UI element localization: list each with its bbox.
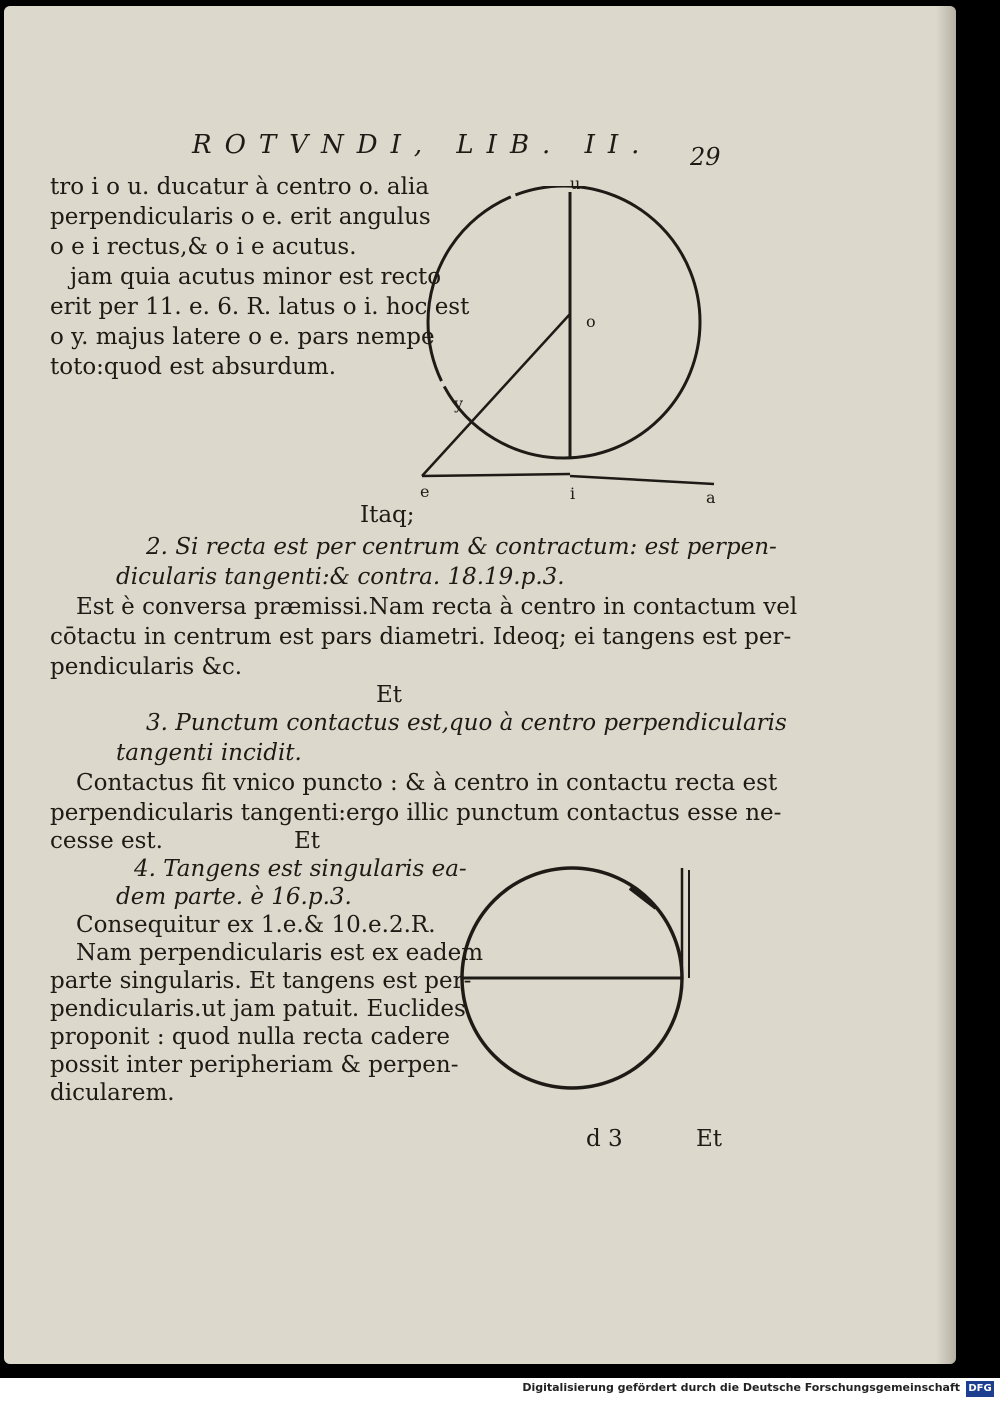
geometry-figure-2 xyxy=(460,862,710,1102)
label-i: i xyxy=(570,484,576,503)
label-y: y xyxy=(454,394,464,413)
proposition-3: tangenti incidit. xyxy=(116,740,302,766)
text-line: dicularem. xyxy=(50,1080,175,1106)
proposition-3: 3. Punctum contactus est,quo à centro perpendicularis xyxy=(146,710,787,736)
text-line: Est è conversa præmissi.Nam recta à centro in contactum vel xyxy=(76,594,798,620)
text-line: erit per 11. e. 6. R. latus o i. hoc est xyxy=(50,294,470,320)
text-line: perpendicularis tangenti:ergo illic punctum contactus esse ne- xyxy=(50,800,782,826)
text-line: parte singularis. Et tangens est per- xyxy=(50,968,472,994)
proposition-4: dem parte. è 16.p.3. xyxy=(116,884,352,910)
dfg-logo: DFG xyxy=(966,1381,994,1397)
text-line: o e i rectus,& o i e acutus. xyxy=(50,234,357,260)
catchword: Et xyxy=(696,1126,723,1152)
line-e-i xyxy=(422,474,570,476)
line-o-e xyxy=(422,314,570,476)
label-o: o xyxy=(586,312,596,331)
proposition-2: dicularis tangenti:& contra. 18.19.p.3. xyxy=(116,564,565,590)
geometry-figure-1 xyxy=(404,186,734,506)
text-line: Contactus fit vnico puncto : & à centro in contactu recta est xyxy=(76,770,778,796)
signature-mark: d 3 xyxy=(586,1126,623,1152)
label-e: e xyxy=(420,482,430,501)
label-u: u xyxy=(570,174,581,193)
text-line: o y. majus latere o e. pars nempe xyxy=(50,324,435,350)
itaq-word: Itaq; xyxy=(360,502,415,528)
book-page xyxy=(4,6,956,1364)
text-line: perpendicularis o e. erit angulus xyxy=(50,204,431,230)
proposition-2: 2. Si recta est per centrum & contractum: est perpen- xyxy=(146,534,777,560)
text-line: tro i o u. ducatur à centro o. alia xyxy=(50,174,430,200)
footer-credit: Digitalisierung gefördert durch die Deutsche Forschungsgemeinschaft xyxy=(522,1381,960,1394)
arc-mark xyxy=(630,888,656,908)
text-line: jam quia acutus minor est recto xyxy=(70,264,442,290)
page-number: 29 xyxy=(690,143,721,171)
running-title: ROTVNDI, LIB. II. xyxy=(192,130,653,160)
text-line: cesse est. xyxy=(50,828,163,854)
tangent-line xyxy=(570,476,714,484)
text-line: toto:quod est absurdum. xyxy=(50,354,337,380)
text-line: possit inter peripheriam & perpen- xyxy=(50,1052,459,1078)
text-line: Nam perpendicularis est ex eadem xyxy=(76,940,484,966)
proposition-4: 4. Tangens est singularis ea- xyxy=(134,856,467,882)
connector-et: Et xyxy=(294,828,321,854)
text-line: pendicularis.ut jam patuit. Euclides xyxy=(50,996,466,1022)
label-a: a xyxy=(706,488,716,507)
text-line: proponit : quod nulla recta cadere xyxy=(50,1024,450,1050)
text-line: pendicularis &c. xyxy=(50,654,243,680)
connector-et: Et xyxy=(376,682,403,708)
text-line: Consequitur ex 1.e.& 10.e.2.R. xyxy=(76,912,436,938)
text-line: cōtactu in centrum est pars diametri. Ideoq; ei tangens est per- xyxy=(50,624,792,650)
digitization-footer xyxy=(0,1378,1000,1402)
